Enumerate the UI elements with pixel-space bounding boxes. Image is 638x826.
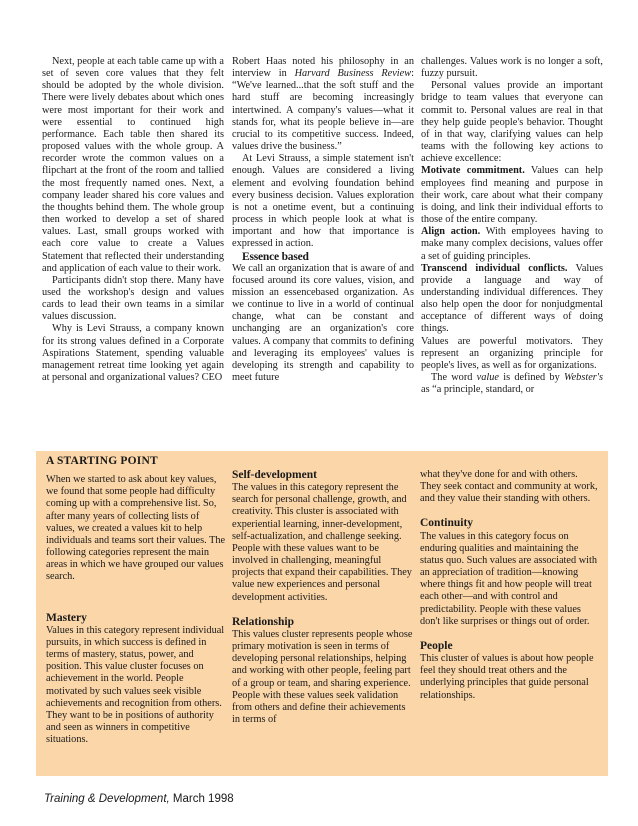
defined-word: value [476,372,499,384]
paragraph: challenges. Values work is no longer a soft, fuzzy pursuit. [421,56,603,80]
paragraph: Next, people at each table came up with a set of seven core values that they felt should be adopted by the whole division. There were lively debates about which ones were most important for their work and were essential to continued high performance. Each table then shared its proposed values with the whole group. A recorder wrote the common values on a flipchart at the front of the room and tallied the most frequently named ones. Next, a company leader shared his core values and the thoughts behind them. The whole group then worked to develop a set of shared values. Last, small groups worked with each core value to create a Values Statement that reflected their understanding and application of each value to their work. [42,56,224,274]
item-lead: Transcend individual conflicts. [421,262,568,274]
item-text: Values can help employees find meaning and purpose in their work, care about what their company is doing, and link their individual efforts to those of the entire company. [421,165,603,226]
category-text-mastery: Values in this category represent individual pursuits, in which success is defined in terms of mastery, status, power, and position. This value cluster focuses on achievement in the world. People motivated by such values seek visible achievements and recognition from others. They want to be in positions of authority and seen as winners in competitive situations. [46,624,225,746]
text-span: Robert Haas noted his philosophy in an interview in [232,56,414,80]
key-action-item [421,263,603,336]
paragraph: At Levi Strauss, a simple statement isn't enough. Values are considered a living element and evolving foundation behind every business decision. Values exploration is not a onetime event, but a continuing process in which people look at what is important and how that importance is expressed in action. [232,153,414,250]
article-column-2 [232,56,414,448]
footer-publication: Training & Development, [44,793,170,805]
page-footer [44,793,234,805]
category-text-continuity: The values in this category focus on enduring qualities and maintaining the status quo. Such values are associated with an appreciation of tradition—knowing where things fit and how people will treat each other—and with control and predictability. People with these values don't like surprises or things out of order. [420,530,598,627]
text-span: : “We've learned...that the soft stuff and the hard stuff are becoming increasingly intertwined. A company's values—what it stands for, what its people believe in—are crucial to its competitive success. Indeed, values drive the business.” [232,68,414,153]
item-lead: Motivate commitment. [421,165,525,177]
paragraph: Values are powerful motivators. They represent an organizing principle for people's lives, as well as for organizations. [421,335,603,371]
key-action-item [421,226,603,262]
publication-title: Harvard Business Review [294,68,412,80]
sidebar-column-3 [420,469,600,794]
paragraph: Why is Levi Strauss, a company known for its strong values defined in a Corporate Aspirations Statement, spending valuable management retreat time looking yet again at personal and organizational values? CEO [42,323,224,384]
text-span: is defined by [498,372,564,384]
item-text: With employees having to make many complex decisions, values offer a set of guiding principles. [421,226,603,262]
section-heading-essence-based: Essence based [242,250,309,263]
text-span: The word [431,372,477,384]
category-text-people: This cluster of values is about how people feel they should treat others and the underlying principles that guide personal relationships. [420,653,594,701]
item-lead: Align action. [421,226,481,238]
category-text-self-development: The values in this category represent the search for personal challenge, growth, and creativity. This cluster is associated with experiential learning, inner-development, self-actualization, and challenge seeking. People with these values want to be involved in challenging, meaningful projects that expand their capabilities. They value new experiences and personal development activities. [232,482,412,603]
paragraph-definition [421,372,603,396]
paragraph: Personal values provide an important bridge to team values that everyone can commit to. Personal values are real in that they help guide people's behavior. Thought of in that way, clarifying values can help teams with the following key actions to achieve excellence: [421,80,603,165]
category-heading-relationship: Relationship [232,615,294,628]
sidebar-intro: When we started to ask about key values, we found that some people had difficulty coming up with a comprehensive list. So, after many years of collecting lists of values, we created a values kit to help individuals and teams sort their values. The following categories represent the main areas in which we have grouped our values search. [46,474,226,583]
sidebar-box-starting-point [36,451,608,776]
paragraph-haas-quote [232,56,414,153]
category-heading-continuity: Continuity [420,517,474,530]
footer-date: March 1998 [169,793,234,805]
dictionary-name: Webster's [563,372,603,384]
category-text-relationship: This values cluster represents people whose primary motivation is seen in terms of developing personal relationships, helping and working with other people, feeling part of a group or team, and sharing experience. People with these values seek validation from others and define their achievements in terms of [232,628,413,725]
category-heading-people: People [420,639,453,652]
category-text-relationship-continued: what they've done for and with others. They seek contact and community at work, and they value their standing with others. [420,469,598,505]
sidebar-title: A STARTING POINT [46,455,158,467]
key-action-item [421,165,603,226]
category-heading-mastery: Mastery [46,611,87,624]
item-text: Values provide a language and way of understanding individual differences. They also help open the door for nonjudgmental acceptance of different ways of doing things. [421,262,603,335]
text-span: as “a principle, standard, or [421,384,535,396]
category-heading-self-development: Self-development [232,469,317,481]
article-column-3 [421,56,603,448]
sidebar-column-1 [46,455,226,780]
sidebar-column-2 [232,469,414,794]
paragraph: Participants didn't stop there. Many have used the workshop's design and values cards to lead their own teams in a similar values discussion. [42,274,224,323]
paragraph: We call an organization that is aware of and focused around its core values, vision, and mission an essencebased organization. As we continue to live in a world of continual change, what can be constant and unchanging are an organization's core values. A company that commits to defining and leveraging its employees' values is developing its strength and capability to meet future [232,262,414,384]
article-column-1 [42,56,224,448]
